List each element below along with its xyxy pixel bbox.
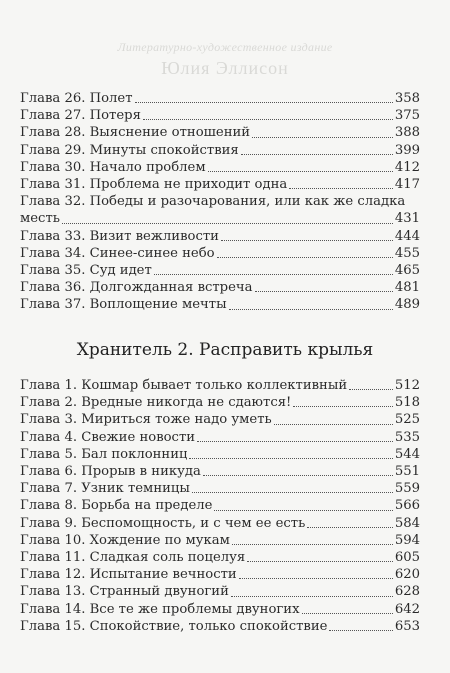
toc-entry <box>20 463 420 480</box>
toc-entry-page: 399 <box>394 142 420 158</box>
toc-entry <box>20 549 420 566</box>
dot-leader <box>307 527 393 528</box>
toc-entry-page: 584 <box>394 515 420 531</box>
toc-entry <box>20 124 420 141</box>
toc-entry-page: 653 <box>394 618 420 634</box>
dot-leader <box>229 309 393 310</box>
toc-entry-title: Глава 10. Хождение по мукам <box>20 532 230 548</box>
toc-entry <box>20 159 420 176</box>
dot-leader <box>203 475 393 476</box>
dot-leader <box>274 424 393 425</box>
toc-entry <box>20 296 420 313</box>
toc-entry-title: Глава 33. Визит вежливости <box>20 228 219 244</box>
toc-entry <box>20 176 420 193</box>
toc-list-part1 <box>20 90 420 314</box>
toc-entry-title: Глава 28. Выяснение отношений <box>20 125 251 141</box>
toc-entry-page: 525 <box>394 412 420 428</box>
toc-entry-page: 642 <box>394 601 420 617</box>
toc-entry-title: Глава 9. Беспомощность, и с чем ее есть <box>20 515 306 531</box>
toc-entry <box>20 566 420 583</box>
toc-entry <box>20 515 420 532</box>
dot-leader <box>247 561 393 562</box>
dot-leader <box>197 441 393 442</box>
dot-leader <box>293 406 392 407</box>
toc-entry-title: Глава 35. Суд идет <box>20 263 152 279</box>
toc-entry-page: 551 <box>394 464 420 480</box>
toc-entry <box>20 411 420 428</box>
dot-leader <box>289 188 393 189</box>
toc-entry-title: Глава 13. Странный двуногий <box>20 584 229 600</box>
toc-entry-page: 465 <box>394 263 420 279</box>
dot-leader <box>252 137 393 138</box>
dot-leader <box>349 389 393 390</box>
dot-leader <box>143 119 393 120</box>
toc-entry-page: 455 <box>394 245 420 261</box>
toc-entry-title: Глава 7. Узник темницы <box>20 481 190 497</box>
toc-entry-title: Глава 14. Все те же проблемы двуногих <box>20 601 300 617</box>
toc-entry-page: 358 <box>394 91 420 106</box>
toc-entry <box>20 480 420 497</box>
toc-entry <box>20 618 420 635</box>
toc-entry-title: Глава 37. Воплощение мечты <box>20 297 227 313</box>
section-title: Хранитель 2. Расправить крылья <box>76 340 374 360</box>
toc-entry-title: Глава 3. Мириться тоже надо уметь <box>20 412 272 428</box>
toc-entry-title: Глава 29. Минуты спокойствия <box>20 142 239 158</box>
toc-entry <box>20 601 420 618</box>
toc-entry <box>20 245 420 262</box>
toc-entry-title: Глава 1. Кошмар бывает только коллективный <box>20 378 348 393</box>
toc-entry-page: 431 <box>394 211 420 227</box>
toc-entry <box>20 446 420 463</box>
toc-entry-title: Глава 34. Синее-синее небо <box>20 245 215 261</box>
toc-entry-page: 566 <box>394 498 420 514</box>
dot-leader <box>154 274 393 275</box>
dot-leader <box>208 171 393 172</box>
dot-leader <box>302 613 393 614</box>
toc-entry <box>20 228 420 245</box>
toc-entry-title: Глава 12. Испытание вечности <box>20 567 237 583</box>
toc-entry-title: Глава 31. Проблема не приходит одна <box>20 177 288 193</box>
dot-leader <box>231 596 393 597</box>
toc-entry <box>20 583 420 600</box>
dot-leader <box>62 223 393 224</box>
toc-entry-page: 388 <box>394 125 420 141</box>
toc-entry-page: 481 <box>394 280 420 296</box>
toc-entry-title: Глава 8. Борьба на пределе <box>20 498 213 514</box>
toc-entry-page: 444 <box>394 228 420 244</box>
toc-entry-title: Глава 2. Вредные никогда не сдаются! <box>20 395 292 411</box>
toc-entry <box>20 532 420 549</box>
toc-entry-title: Глава 5. Бал поклонниц <box>20 446 188 462</box>
dot-leader <box>221 240 393 241</box>
toc-entry-title: месть <box>20 211 60 227</box>
toc-entry <box>20 142 420 159</box>
toc-entry-page: 628 <box>394 584 420 600</box>
toc-entry-title: Глава 15. Спокойствие, только спокойствие <box>20 618 328 634</box>
toc-entry-page: 594 <box>394 532 420 548</box>
toc-entry <box>20 377 420 394</box>
dot-leader <box>135 102 393 103</box>
toc-entry <box>20 90 420 107</box>
dot-leader <box>241 154 393 155</box>
toc-entry-page: 535 <box>394 429 420 445</box>
toc-entry-page: 417 <box>394 177 420 193</box>
toc-entry-page: 559 <box>394 481 420 497</box>
toc-entry <box>20 394 420 411</box>
toc-entry-page: 518 <box>394 395 420 411</box>
toc-entry <box>20 497 420 514</box>
toc-entry <box>20 262 420 279</box>
toc-entry-page: 544 <box>394 446 420 462</box>
dot-leader <box>192 492 393 493</box>
dot-leader <box>232 544 393 545</box>
toc-entry-page: 605 <box>394 550 420 566</box>
toc-entry-title: Глава 30. Начало проблем <box>20 159 206 175</box>
toc-entry-title: Глава 4. Свежие новости <box>20 429 196 445</box>
dot-leader <box>214 510 392 511</box>
dot-leader <box>255 291 393 292</box>
toc-entry-title: Глава 6. Прорыв в никуда <box>20 464 201 480</box>
toc-entry <box>20 210 420 227</box>
dot-leader <box>239 578 393 579</box>
dot-leader <box>329 630 392 631</box>
toc-entry-page: 512 <box>394 378 420 393</box>
toc-entry <box>20 193 420 210</box>
toc-entry-title: Глава 36. Долгожданная встреча <box>20 280 253 296</box>
toc-entry-title: Глава 26. Полет <box>20 91 133 106</box>
bleed-through-imprint: Литературно-художественное издание <box>117 40 333 54</box>
toc-entry <box>20 279 420 296</box>
bleed-through-author: Юлия Эллисон <box>161 58 289 78</box>
toc-entry-page: 620 <box>394 567 420 583</box>
dot-leader <box>189 458 392 459</box>
dot-leader <box>217 257 393 258</box>
toc-entry-page: 375 <box>394 108 420 124</box>
toc-entry <box>20 429 420 446</box>
toc-list-part2 <box>20 377 420 635</box>
toc-entry-title: Глава 27. Потеря <box>20 108 141 124</box>
toc-entry <box>20 107 420 124</box>
toc-entry-page: 412 <box>394 159 420 175</box>
toc-entry-page: 489 <box>394 297 420 313</box>
toc-entry-title: Глава 32. Победы и разочарования, или как же сладка <box>20 194 406 210</box>
toc-entry-title: Глава 11. Сладкая соль поцелуя <box>20 550 246 566</box>
